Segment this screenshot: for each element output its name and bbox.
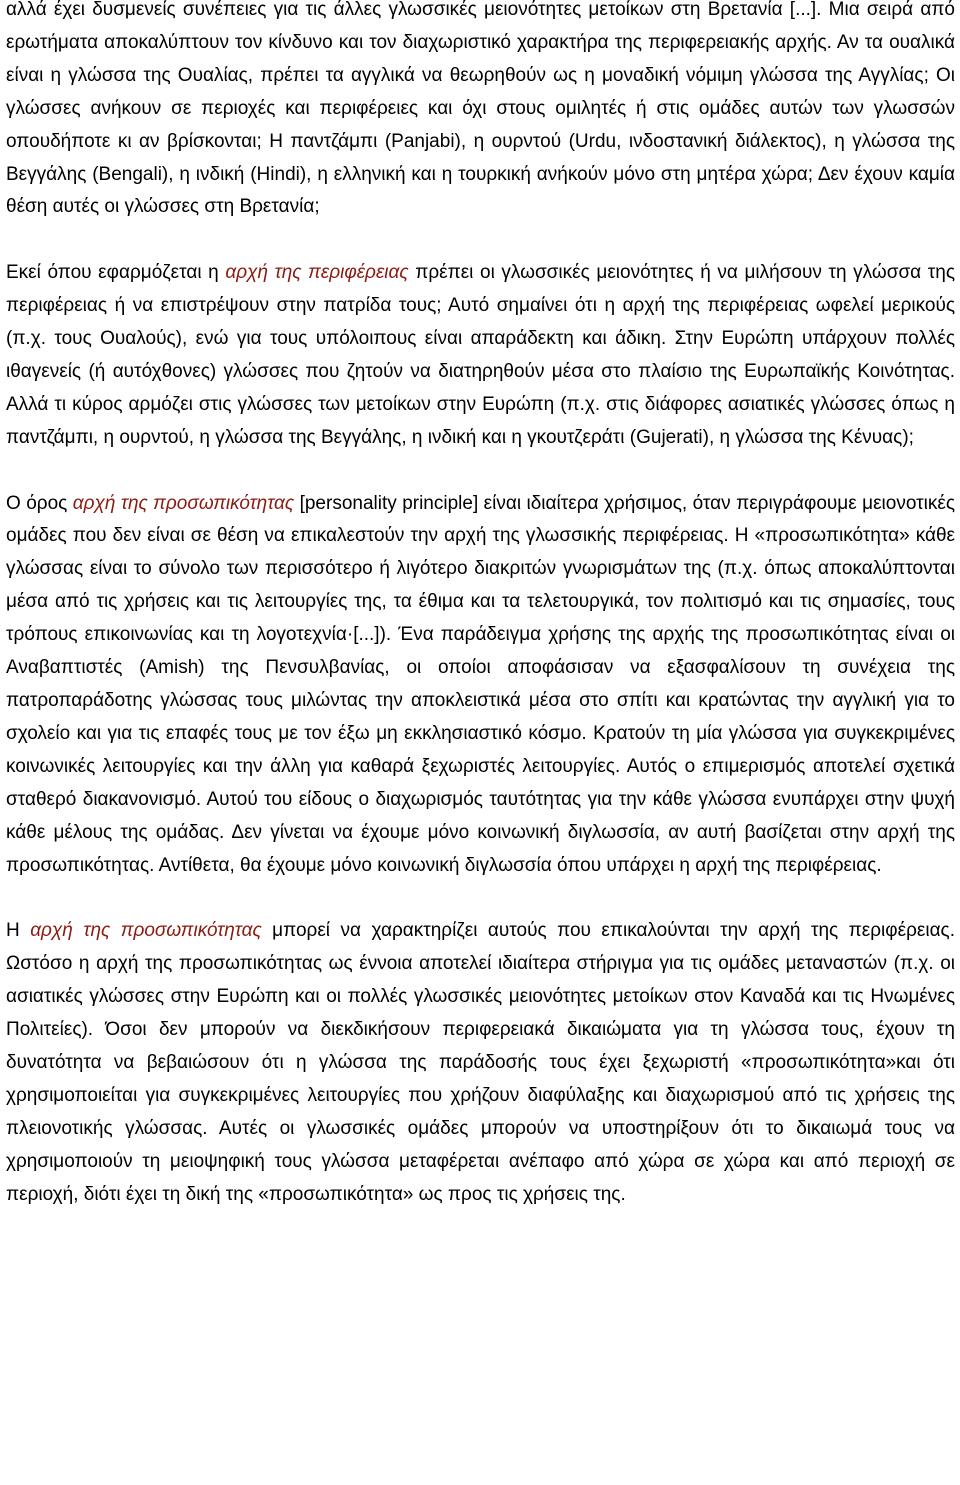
paragraph-text: αλλά έχει δυσμενείς συνέπειες για τις άλλες γλωσσικές μειονότητες μετοίκων στη Βρετανία [...]. Μια σειρά από ερωτήματα αποκαλύπτουν τον κίνδυνο και τον διαχωριστικό χαρακτήρα της περιφερειακής αρχής. Αν τα ουαλικά είναι η γλώσσα της Ουαλίας, πρέπει τα αγγλικά να θεωρηθούν ως η μοναδική νόμιμη γλώσσα της Αγγλίας; Οι γλώσσες ανήκουν σε περιοχές και περιφέρειες και όχι στους ομιλητές ή στις ομάδες αυτών των γλωσσών οπουδήποτε κι αν βρίσκονται; Η παντζάμπι (Panjabi), η ουρντού (Urdu, ινδοστανική διάλεκτος), η γλώσσα της Βεγγάλης (Bengali), η ινδική (Hindi), η ελληνική και η τουρκική ανήκούν μόνο στη μητέρα χώρα; Δεν έχουν καμία θέση αυτές οι γλώσσες στη Βρετανία;	[6, 0, 955, 218]
paragraph-text: Η	[6, 920, 31, 942]
term-personality-principle: αρχή της προσωπικότητας	[72, 492, 295, 514]
paragraph-regional-principle-application	[6, 257, 955, 454]
term-regional-principle: αρχή της περιφέρειας	[225, 262, 409, 284]
paragraph-text: πρέπει οι γλωσσικές μειονότητες ή να μιλήσουν τη γλώσσα της περιφέρειας ή να επιστρέψουν στην πατρίδα τους; Αυτό σημαίνει ότι η αρχή της περιφέρειας ωφελεί μερικούς (π.χ. τους Ουαλούς), ενώ για τους υπόλοιπους είναι απαράδεκτη και άδικη. Στην Ευρώπη υπάρχουν πολλές ιθαγενείς (ή αυτόχθονες) γλώσσες που ζητούν να διατηρηθούν μέσα στο πλαίσιο της Ευρωπαϊκής Κοινότητας. Αλλά τι κύρος αρμόζει στις γλώσσες των μετοίκων στην Ευρώπη (π.χ. στις διάφορες ασιατικές γλώσσες όπως η παντζάμπι, η ουρντού, η γλώσσα της Βεγγάλης, η ινδική και η γκουτζεράτι (Gujerati), η γλώσσα της Κένυας);	[6, 262, 956, 448]
paragraph-text: [personality principle] είναι ιδιαίτερα χρήσιμος, όταν περιγράφουμε μειονοτικές ομάδες που δεν είναι σε θέση να επικαλεστούν την αρχή της γλωσσικής περιφέρειας. Η «προσωπικότητα» κάθε γλώσσας είναι το σύνολο των περισσότερο ή λιγότερο διακριτών γνωρισμάτων της (π.χ. όπως αποκαλύπτονται μέσα από τις χρήσεις και τις λειτουργίες της, τα έθιμα και τα τελετουργικά, τον πολιτισμό και τις σημασίες, τους τρόπους επικοινωνίας και τη λογοτεχνία·[...]). Ένα παράδειγμα χρήσης της αρχής της προσωπικότητας είναι οι Αναβαπτιστές (Amish) της Πενσυλβανίας, οι οποίοι αποφάσισαν να εξασφαλίσουν τη συνέχεια της πατροπαράδοτης γλώσσας τους μιλώντας την αποκλειστικά μέσα στο σπίτι και κρατώντας την αγγλική για το σχολείο και για τις επαφές τους με τον έξω μη εκκλησιαστικό κόσμο. Κρατούν τη μία γλώσσα για συγκεκριμένες κοινωνικές λειτουργίες και την άλλη για καθαρά ξεχωριστές λειτουργίες. Αυτός ο επιμερισμός αποτελεί σχετικά σταθερό διακανονισμό. Αυτού του είδους ο διαχωρισμός ταυτότητας για την κάθε γλώσσα ενυπάρχει στην ψυχή κάθε μέλους της ομάδας. Δεν γίνεται να έχουμε μόνο κοινωνική διγλωσσία, αν αυτή βασίζεται στην αρχή της προσωπικότητας. Αντίθετα, θα έχουμε μόνο κοινωνική διγλωσσία όπου υπάρχει η αρχή της περιφέρειας.	[6, 492, 955, 876]
paragraph-text: Ο όρος	[6, 492, 73, 514]
term-personality-principle: αρχή της προσωπικότητας	[30, 920, 262, 942]
paragraph-text: Εκεί όπου εφαρμόζεται η	[6, 262, 226, 284]
paragraph-regional-principle-questions	[6, 0, 955, 224]
paragraph-text: μπορεί να χαρακτηρίζει αυτούς που επικαλούνται την αρχή της περιφέρειας. Ωστόσο η αρχή της προσωπικότητας ως έννοια αποτελεί ιδιαίτερα στήριγμα για τις ομάδες μεταναστών (π.χ. οι ασιατικές γλώσσες στην Ευρώπη και οι πολλές γλωσσικές μειονότητες μετοίκων στον Καναδά και τις Ηνωμένες Πολιτείες). Όσοι δεν μπορούν να διεκδικήσουν περιφερειακά δικαιώματα για τη γλώσσα τους, έχουν τη δυνατότητα να βεβαιώσουν ότι η γλώσσα της παράδοσής τους έχει ξεχωριστή «προσωπικότητα»και ότι χρησιμοποιείται για συγκεκριμένες λειτουργίες που χρήζουν διαφύλαξης και διαχωρισμού από τις χρήσεις της πλειονοτικής γλώσσας. Αυτές οι γλωσσικές ομάδες μπορούν να υποστηρίξουν ότι το δικαιωμά τους να χρησιμοποιούν τη μειοψηφική τους γλώσσα μεταφέρεται ανέπαφο από χώρα σε χώρα και από περιοχή σε περιοχή, διότι έχει τη δική της «προσωπικότητα» ως προς τις χρήσεις της.	[6, 920, 955, 1205]
paragraph-personality-principle-migrants	[6, 915, 955, 1211]
paragraph-personality-principle-definition	[6, 488, 955, 883]
